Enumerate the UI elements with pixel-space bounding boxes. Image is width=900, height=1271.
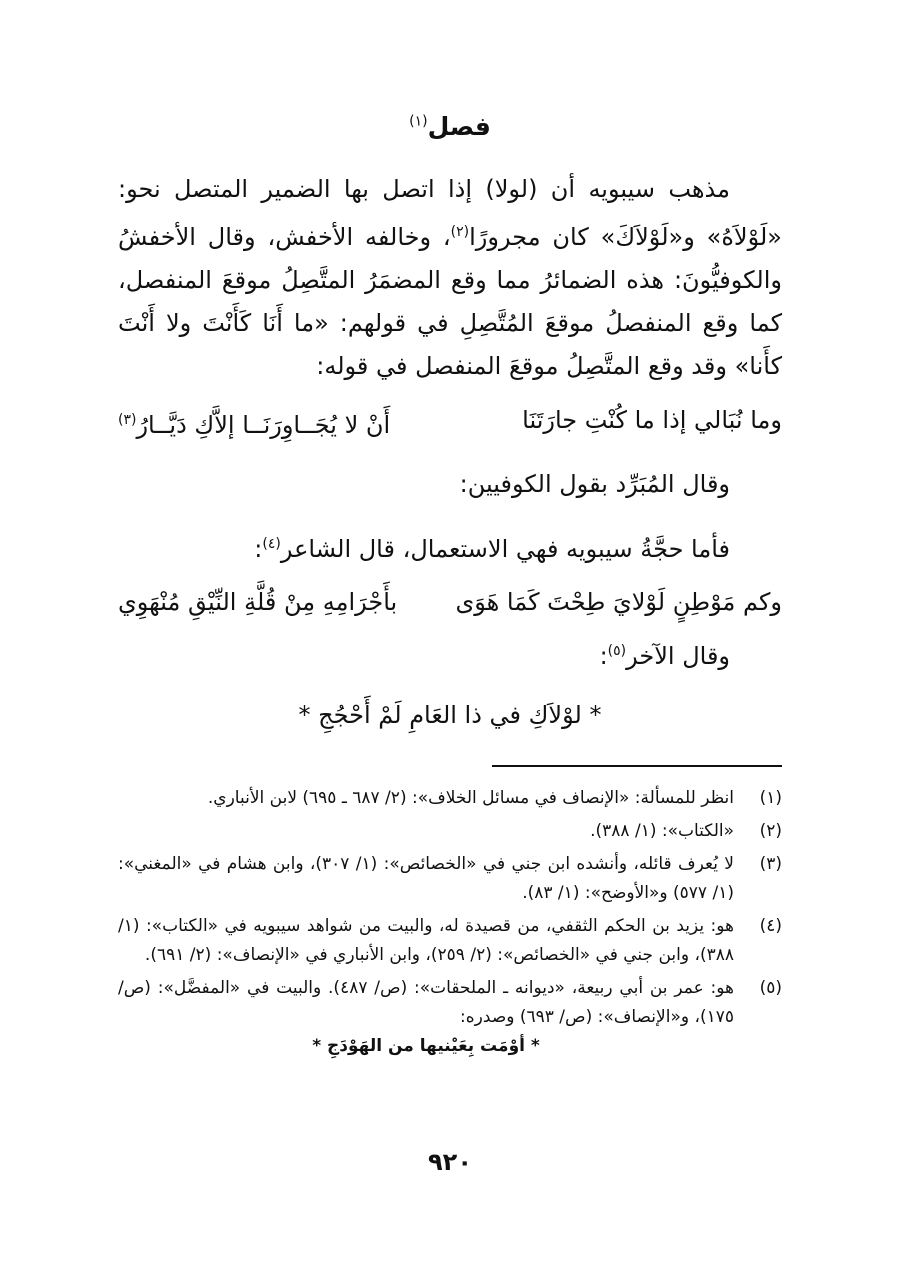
verse-2-second-hemistich: بأَجْرَامِهِ مِنْ قُلَّةِ النِّيْقِ مُنْهَوِي: [118, 588, 398, 616]
footnote-number: (٥): [759, 978, 782, 998]
section-title: فصل: [427, 112, 491, 141]
footnote-5-verse: * أوْمَت بِعَيْنيها من الهَوْدَجِ *: [312, 1036, 540, 1056]
main-text: [118, 168, 782, 737]
line-another-poet-tail: :: [599, 642, 608, 670]
footnote-text: لا يُعرف قائله، وأنشده ابن جني في «الخصائص»: (١/ ٣٠٧)، وابن هشام في «المغني»: (١/ ٥٧٧) و«الأوضح»: (١/ ٨٣).: [118, 854, 734, 903]
paragraph-text-a: مذهب سيبويه أن (لولا) إذا اتصل بها الضمير المتصل نحو: «لَوْلاَهُ» و«لَوْلاَكَ» كان مجرورًا: [118, 175, 782, 251]
verse-2-first-hemistich: وكم مَوْطِنٍ لَوْلايَ طِحْتَ كَمَا هَوَى: [455, 588, 782, 616]
verse-1-second-hemistich: [118, 400, 390, 445]
footnote-number: (٣): [759, 854, 782, 874]
footnote-text: «الكتاب»: (١/ ٣٨٨).: [590, 821, 734, 841]
footnote-number: (١): [759, 788, 782, 808]
footnote-number: (٤): [759, 916, 782, 936]
footnote-4: [118, 912, 782, 970]
section-heading: [0, 112, 900, 141]
line-sibawayh-proof: [118, 523, 782, 570]
line-mubarrad: وقال المُبَرِّد بقول الكوفيين:: [459, 470, 730, 498]
verse-1-second-text: أَنْ لا يُجَــاوِرَنَــا إلاَّكِ دَيَّــارُ: [136, 411, 391, 439]
paragraph-text-b: ، وخالفه الأخفش، وقال الأخفشُ والكوفيُّونَ: هذه الضمائرُ مما وقع المضمَرُ المتَّصِلُ موقعَ المنفصل، كما وقع المنفصلُ موقعَ المُتَّصِلِ في قولهم: «ما أَنَا كَأَنْتَ ولا أَنْتَ كأَنا» وقد وقع المتَّصِلُ موقعَ المنفصل في قوله:: [118, 223, 782, 380]
footnote-ref-5: (٥): [607, 643, 627, 659]
page-number: ٩٢٠: [428, 1148, 472, 1176]
verse-1: [118, 400, 782, 445]
footnote-number: (٢): [759, 821, 782, 841]
footnote-text: هو: يزيد بن الحكم الثقفي، من قصيدة له، والبيت من شواهد سيبويه في «الكتاب»: (١/ ٣٨٨)، وابن جني في «الخصائص»: (٢/ ٢٥٩)، وابن الأنباري في «الإنصاف»: (٢/ ٦٩١).: [118, 916, 734, 965]
footnote-1: [118, 784, 782, 813]
line-another-poet-text: وقال الآخر: [626, 642, 730, 670]
verse-3: * لوْلاَكِ في ذا العَامِ لَمْ أَحْجُجِ *: [298, 701, 602, 729]
footnote-2: [118, 817, 782, 846]
footnote-ref-4: (٤): [262, 536, 281, 552]
footnote-text: انظر للمسألة: «الإنصاف في مسائل الخلاف»: (٢/ ٦٨٧ ـ ٦٩٥) لابن الأنباري.: [207, 788, 734, 808]
footnote-ref-3: (٣): [118, 412, 137, 428]
footnote-divider: [492, 765, 782, 767]
paragraph-sibawayh-doctrine: [118, 168, 782, 388]
footnote-text: هو: عمر بن أبي ربيعة، «ديوانه ـ الملحقات»: (ص/ ٤٨٧). والبيت في «المفضَّل»: (ص/ ١٧٥)، و«الإنصاف»: (ص/ ٦٩٣) وصدره:: [118, 978, 734, 1027]
line-sibawayh-proof-tail: :: [254, 535, 263, 563]
footnote-3: [118, 850, 782, 908]
verse-1-first-hemistich: وما نُبَالي إذا ما كُنْتِ جارَتَنَا: [522, 406, 782, 434]
footnote-5: [118, 974, 782, 1032]
line-another-poet: [118, 630, 782, 677]
footnote-ref-2: (٢): [450, 224, 470, 240]
footnote-ref-1: (١): [409, 113, 428, 130]
verse-2: [118, 582, 782, 622]
footnotes: [118, 784, 782, 1061]
line-sibawayh-proof-text: فأما حجَّةُ سيبويه فهي الاستعمال، قال الشاعر: [280, 535, 730, 563]
